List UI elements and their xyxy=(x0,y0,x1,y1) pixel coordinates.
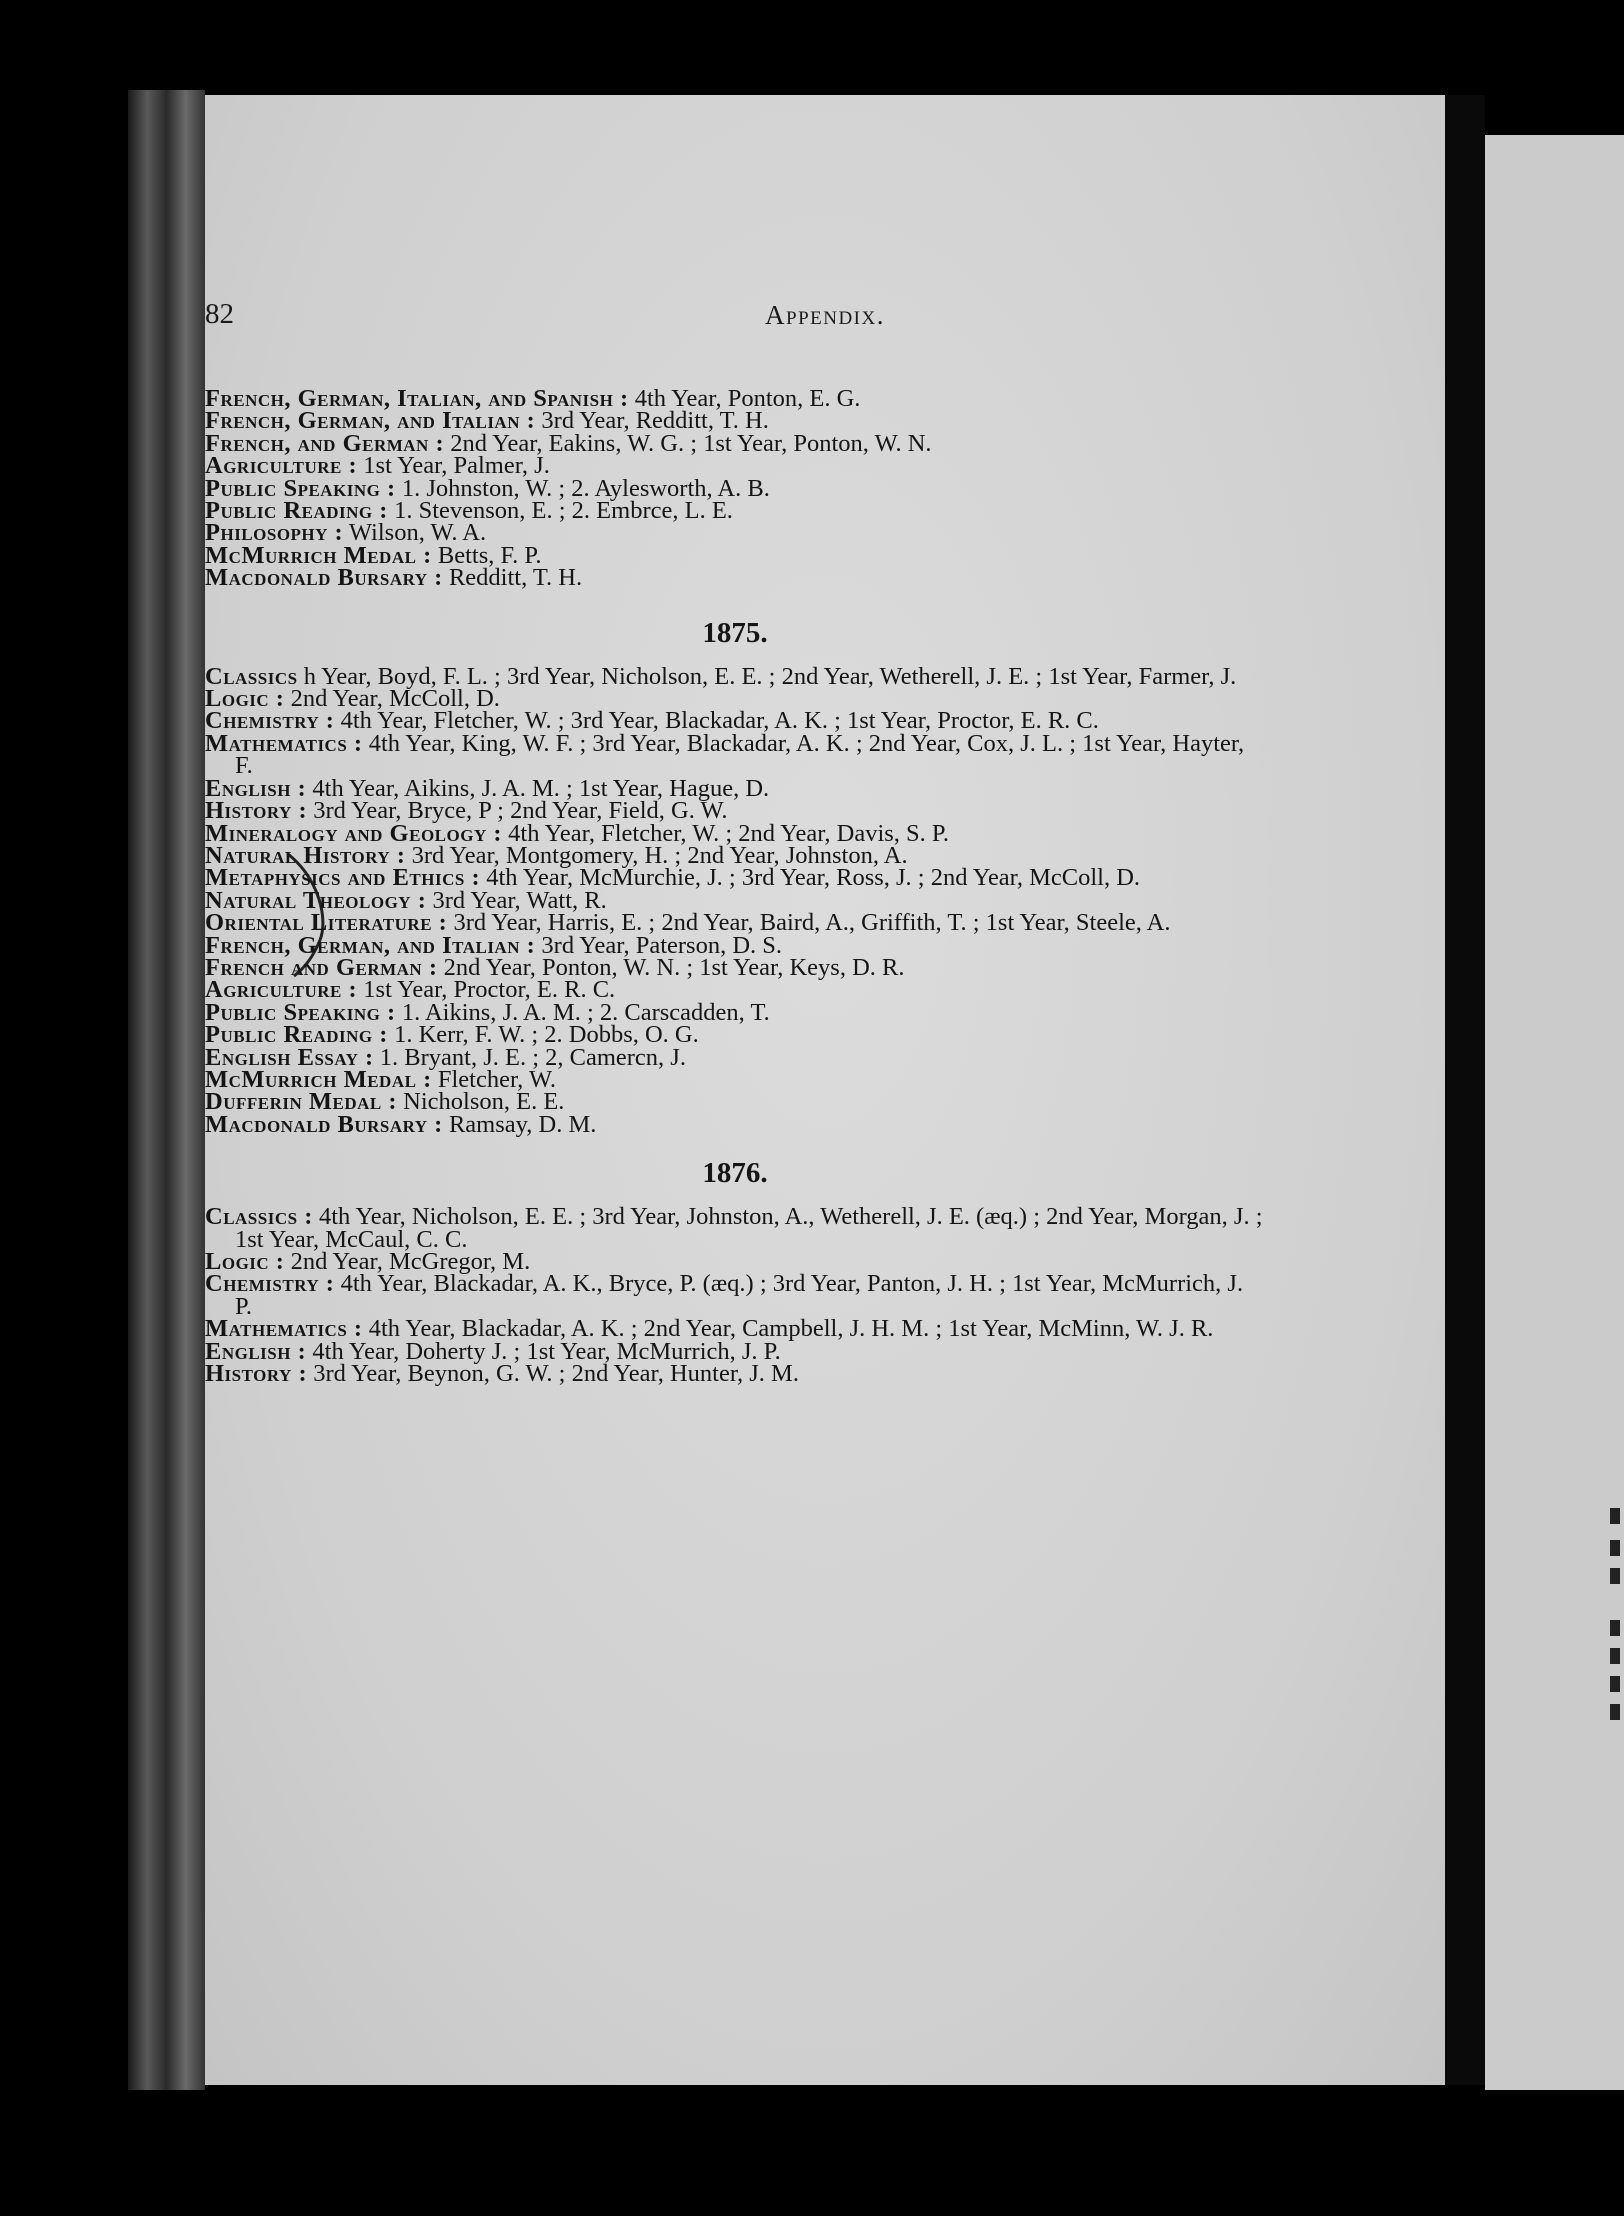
subject-label: Public Speaking : xyxy=(205,998,396,1026)
award-text: 1. Aikins, J. A. M. ; 2. Carscadden, T. xyxy=(401,998,770,1026)
facing-page-letter xyxy=(1610,1620,1620,1636)
subject-label: Dufferin Medal : xyxy=(205,1088,398,1116)
running-head: Appendix. xyxy=(765,300,885,330)
subject-label: History : xyxy=(205,797,308,825)
award-text: 1. Stevenson, E. ; 2. Embrce, L. E. xyxy=(394,497,733,525)
subject-label: Natural History : xyxy=(205,841,406,869)
subject-label: Public Speaking : xyxy=(205,474,396,502)
year-heading: 1875. xyxy=(702,616,768,649)
subject-label: French, German, and Italian : xyxy=(205,931,536,959)
award-text: 4th Year, McMurchie, J. ; 3rd Year, Ross, J. ; 2nd Year, McColl, D. xyxy=(486,864,1141,892)
award-text: 1. Bryant, J. E. ; 2, Camercn, J. xyxy=(379,1043,686,1071)
subject-label: French, and German : xyxy=(205,429,445,457)
award-text: 1st Year, Palmer, J. xyxy=(363,452,550,480)
page-header xyxy=(205,298,1245,338)
page-number: 82 xyxy=(205,298,234,330)
subject-label: Mineralogy and Geology : xyxy=(205,819,503,847)
subject-label: Macdonald Bursary : xyxy=(205,1110,443,1138)
subject-label: Public Reading : xyxy=(205,497,388,525)
award-text: h Year, Boyd, F. L. ; 3rd Year, Nicholson, E. E. ; 2nd Year, Wetherell, J. E. ; 1st Year, Farmer, J. xyxy=(303,662,1237,690)
award-entry xyxy=(205,1203,1265,1253)
subject-label: Philosophy : xyxy=(205,519,344,547)
award-text: Nicholson, E. E. xyxy=(403,1088,565,1116)
award-text: Betts, F. P. xyxy=(437,541,542,569)
subject-label: Oriental Literature : xyxy=(205,909,448,937)
award-text: 4th Year, Aikins, J. A. M. ; 1st Year, Hague, D. xyxy=(312,774,770,802)
award-text: 4th Year, Blackadar, A. K., Bryce, P. (æq.) ; 3rd Year, Panton, J. H. ; 1st Year, McMurrich, J. P. xyxy=(235,1270,1244,1320)
facing-page-edge xyxy=(1485,135,1624,2090)
subject-label: French and German : xyxy=(205,953,438,981)
subject-label: Agriculture : xyxy=(205,976,358,1004)
facing-page-letter xyxy=(1610,1540,1620,1556)
award-text: 2nd Year, McColl, D. xyxy=(290,685,500,713)
award-text: Ramsay, D. M. xyxy=(448,1110,597,1138)
subject-label: English : xyxy=(205,774,307,802)
award-entry xyxy=(205,729,1265,780)
award-text: 3rd Year, Beynon, G. W. ; 2nd Year, Hunter, J. M. xyxy=(313,1360,799,1388)
subject-label: McMurrich Medal : xyxy=(205,1065,432,1093)
award-text: Redditt, T. H. xyxy=(448,564,583,592)
award-text: 4th Year, King, W. F. ; 3rd Year, Blackadar, A. K. ; 2nd Year, Cox, J. L. ; 1st Year, Hayter, F. xyxy=(235,729,1245,780)
subject-label: Mathematics : xyxy=(205,729,363,757)
subject-label: Mathematics : xyxy=(205,1315,363,1343)
award-text: 3rd Year, Paterson, D. S. xyxy=(541,931,783,959)
facing-page-letter xyxy=(1610,1676,1620,1692)
award-text: 2nd Year, McGregor, M. xyxy=(290,1248,531,1275)
award-text: 4th Year, Doherty J. ; 1st Year, McMurrich, J. P. xyxy=(312,1337,781,1365)
award-text: 1. Kerr, F. W. ; 2. Dobbs, O. G. xyxy=(394,1021,699,1049)
award-text: 4th Year, Fletcher, W. ; 3rd Year, Blackadar, A. K. ; 1st Year, Proctor, E. R. C. xyxy=(340,707,1099,735)
award-text: 4th Year, Fletcher, W. ; 2nd Year, Davis, S. P. xyxy=(508,819,949,847)
award-text: 3rd Year, Harris, E. ; 2nd Year, Baird, A., Griffith, T. ; 1st Year, Steele, A. xyxy=(453,909,1171,937)
award-text: 1st Year, Proctor, E. R. C. xyxy=(363,976,616,1004)
award-entry xyxy=(205,1270,1265,1320)
subject-label: Macdonald Bursary : xyxy=(205,564,443,592)
award-text: 3rd Year, Montgomery, H. ; 2nd Year, Johnston, A. xyxy=(411,841,908,869)
page-gutter xyxy=(1445,95,1485,2085)
award-text: 4th Year, Nicholson, E. E. ; 3rd Year, Johnston, A., Wetherell, J. E. (æq.) ; 2nd Year, Morgan, J. ; 1st Year, McCaul, C. C. xyxy=(235,1203,1263,1253)
book-edge xyxy=(128,90,205,2090)
award-entry xyxy=(205,564,1265,592)
subject-label: English Essay : xyxy=(205,1043,374,1071)
subject-label: Public Reading : xyxy=(205,1021,388,1049)
facing-page-letter xyxy=(1610,1704,1620,1720)
subject-label: McMurrich Medal : xyxy=(205,541,432,569)
subject-label: Classics xyxy=(205,662,298,690)
award-entry xyxy=(205,1360,1265,1388)
year-heading: 1876. xyxy=(702,1157,768,1190)
subject-label: Metaphysics and Ethics : xyxy=(205,864,481,892)
subject-label: English : xyxy=(205,1337,307,1365)
award-text: 4th Year, Blackadar, A. K. ; 2nd Year, Campbell, J. H. M. ; 1st Year, McMinn, W. J. R. xyxy=(368,1315,1214,1343)
subject-label: Classics : xyxy=(205,1203,313,1231)
award-text: 2nd Year, Eakins, W. G. ; 1st Year, Ponton, W. N. xyxy=(450,429,932,457)
subject-label: Chemistry : xyxy=(205,1270,335,1298)
award-text: 2nd Year, Ponton, W. N. ; 1st Year, Keys, D. R. xyxy=(443,953,905,981)
subject-label: History : xyxy=(205,1360,308,1388)
subject-label: Agriculture : xyxy=(205,452,358,480)
subject-label: Natural Theology : xyxy=(205,886,427,914)
facing-page-letter xyxy=(1610,1508,1620,1524)
facing-page-letter xyxy=(1610,1568,1620,1584)
subject-label: Logic : xyxy=(205,685,285,713)
award-text: Fletcher, W. xyxy=(437,1065,556,1093)
subject-label: French, German, and Italian : xyxy=(205,407,536,435)
subject-label: Chemistry : xyxy=(205,707,335,735)
award-entry xyxy=(205,1110,1265,1138)
subject-label: Logic : xyxy=(205,1248,285,1275)
appendix-content xyxy=(205,385,1265,1388)
award-text: 1. Johnston, W. ; 2. Aylesworth, A. B. xyxy=(401,474,770,502)
award-text: 3rd Year, Redditt, T. H. xyxy=(541,407,769,435)
award-text: 3rd Year, Bryce, P ; 2nd Year, Field, G. W. xyxy=(313,797,728,825)
award-text: Wilson, W. A. xyxy=(348,519,487,547)
award-text: 3rd Year, Watt, R. xyxy=(432,886,607,914)
subject-label: French, German, Italian, and Spanish : xyxy=(205,385,629,412)
award-text: 4th Year, Ponton, E. G. xyxy=(634,385,861,412)
facing-page-letter xyxy=(1610,1648,1620,1664)
